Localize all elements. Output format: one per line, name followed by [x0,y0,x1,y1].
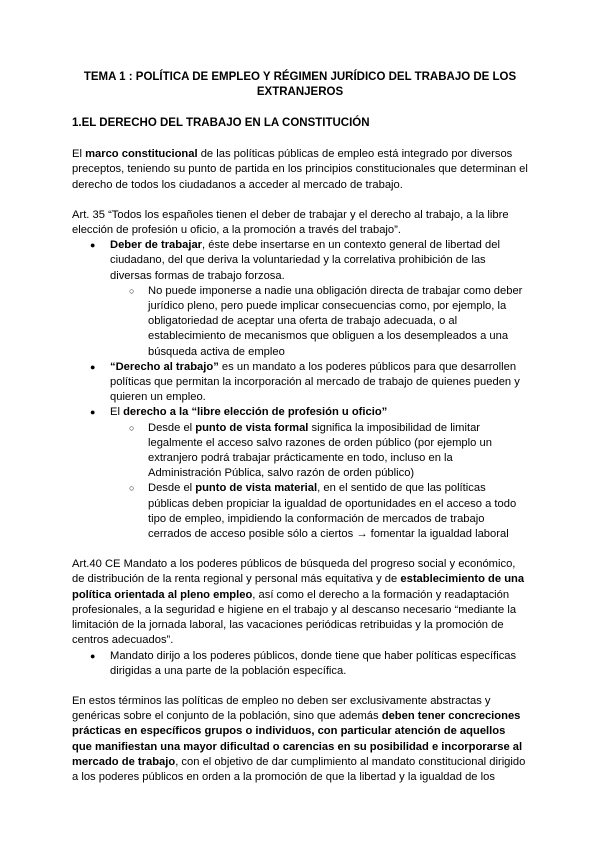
text: de las políticas públicas de empleo está integrado por diversos preceptos, teniendo su punto de partida en los principios constitucionales que determinan el derecho de todos los ciudadanos a acceder al mercado de trabajo. [72,148,528,191]
section-heading: 1.EL DERECHO DEL TRABAJO EN LA CONSTITUCIÓN [72,117,370,129]
sub-list-item-material [72,481,528,542]
text: , en el sentido de que las políticas públicas deben propiciar la igualdad de oportunidades en el acceso a todo tipo de empleo, impidiendo la conformación de mercados de trabajo cerrados de acceso posible sólo a ciertos → fomentar la igualdad laboral [148,482,517,541]
bold-text: establecimiento de una política orientada al pleno empleo [72,573,525,601]
list-item-libre-eleccion [72,405,528,420]
bold-text: punto de vista material [195,482,318,495]
bold-text: derecho a la “libre elección de profesión u oficio” [123,406,388,419]
text: Desde el [148,482,196,495]
paragraph-art-40 [72,557,528,648]
sub-list-item-formal [72,421,528,482]
text: Art.40 CE Mandato a los poderes públicos de búsqueda del progreso social y económico, de distribución de la renta regional y personal más equitativa y de [72,558,516,586]
paragraph-art-35: Art. 35 “Todos los españoles tienen el deber de trabajar y el derecho al trabajo, a la libre elección de profesión u oficio, a la promoción a través del trabajo”. [72,208,509,237]
paragraph-marco-constitucional [72,147,528,193]
list-item-derecho-trabajo [72,360,528,406]
sub-list-item: ○ No puede imponerse a nadie una obligación directa de trabajar como deber jurídico pleno, pero puede implicar consecuencias como, por ejemplo, la obligatoriedad de aceptar una oferta de trabajo adecuada, o al establecimiento de mecanismos que obliguen a los desempleados a una búsqueda activa de empleo [72,284,528,360]
title-line-2: EXTRANJEROS [256,86,344,98]
list-item-deber-trabajar [72,238,528,284]
text: Desde el [148,421,196,434]
bold-text: Deber de trabajar [110,239,203,252]
text: , éste debe insertarse en un contexto general de libertad del ciudadano, del que deriva la voluntariedad y la correlativa prohibición de las diversas formas de trabajo forzosa. [110,239,500,282]
bold-text: punto de vista formal [195,421,309,434]
text: , con el objetivo de dar cumplimiento al mandato constitucional dirigido a los poderes públicos en orden a la promoción de que la libertad y la igualdad de los [72,755,526,783]
text: En estos términos las políticas de empleo no deben ser exclusivamente abstractas y genéricas sobre el conjunto de la población, sino que además [72,694,491,723]
text: es un mandato a los poderes públicos para que desarrollen políticas que permitan la incorporación al mercado de trabajo de quienes pueden y quieren un empleo. [110,360,520,404]
list-item-mandato: ● Mandato dirijo a los poderes públicos, donde tiene que haber políticas específicas dirigidas a una parte de la población específica. [72,649,528,679]
bold-text: “Derecho al trabajo” [110,360,219,373]
text: El [110,406,124,419]
text: , así como el derecho a la formación y readaptación profesionales, a la seguridad e higiene en el trabajo y al descanso necesario “mediante la limitación de la jornada laboral, las vacaciones periódicas retribuidas y la promoción de centros adecuados”. [72,588,517,647]
art-40-list [72,649,528,679]
title-line-1: TEMA 1 : POLÍTICA DE EMPLEO Y RÉGIMEN JURÍDICO DEL TRABAJO DE LOS [83,71,517,83]
text: El [72,148,86,161]
document-title [72,70,528,100]
bold-text: deben tener concreciones prácticas en específicos grupos o individuos, con particular atención de aquellos que manifiestan una mayor dificultad o carencias en su posibilidad e incorporarse al mercado de trabajo [72,710,523,768]
art-35-list [72,238,528,542]
text: significa la imposibilidad de limitar legalmente el acceso salvo razones de orden público (por ejemplo un extranjero podrá trabajar prácticamente en todo, incluso en la Administración Pública, salvo razón de orden público) [148,421,492,480]
paragraph-final [72,694,528,785]
bold-text: marco constitucional [85,148,198,161]
